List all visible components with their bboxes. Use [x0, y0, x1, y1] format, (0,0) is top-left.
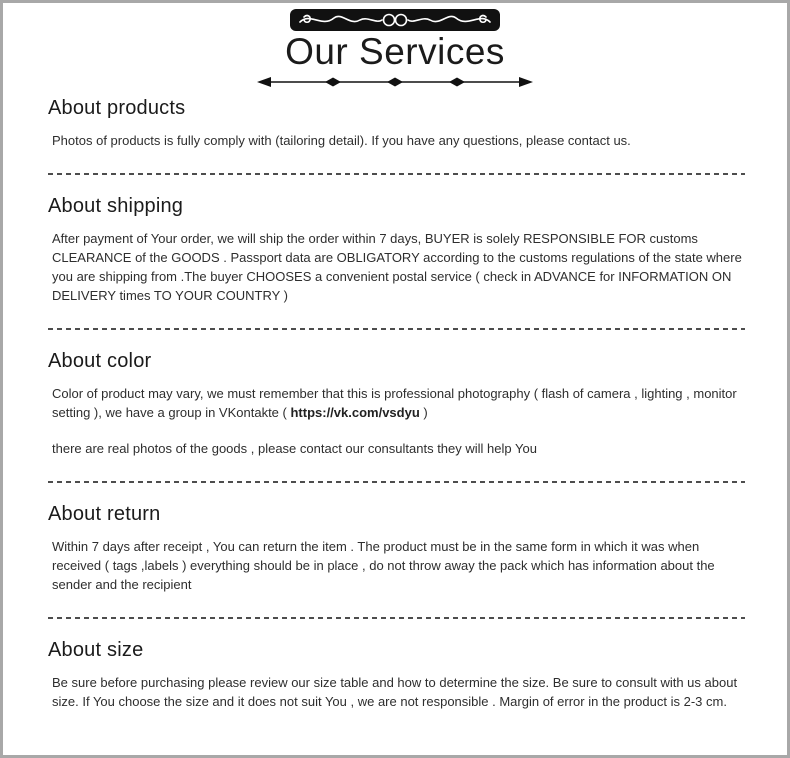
header-ornament — [290, 8, 500, 32]
section-body-return: Within 7 days after receipt , You can return the item . The product must be in the same form in which it was when received ( tags ,labels ) everything should be in place , do not throw away the pack which has information about the sender and the recipient — [52, 539, 715, 592]
section-body-products: Photos of products is fully comply with (tailoring detail). If you have any questions, please contact us. — [52, 133, 631, 148]
services-content — [3, 97, 787, 711]
section-body-shipping: After payment of Your order, we will ship the order within 7 days, BUYER is solely RESPONSIBLE FOR customs CLEARANCE of the GOODS . Passport data are OBLIGATORY according to the customs regulations of the state where you are shipping from .The buyer CHOOSES a convenient postal service ( check in ADVANCE for INFORMATION ON DELIVERY times TO YOUR COUNTRY ) — [52, 231, 742, 303]
section-body-size: Be sure before purchasing please review our size table and how to determine the size. Be sure to consult with us about size. If You choose the size and it does not suit You , we are not responsible . Margin of error in the product is 2-3 cm. — [52, 675, 738, 709]
color-body-text-end: ) — [419, 405, 428, 420]
dashed-divider — [48, 173, 745, 175]
section-heading-color: About color — [48, 350, 152, 372]
section-about-color — [48, 350, 745, 458]
diamond-divider-icon — [255, 75, 535, 89]
calligraphic-flourish-icon — [290, 8, 500, 32]
section-heading-return: About return — [48, 503, 161, 525]
section-about-shipping — [48, 195, 745, 305]
dashed-divider — [48, 617, 745, 619]
section-heading-shipping: About shipping — [48, 195, 184, 217]
section-heading-size: About size — [48, 639, 144, 661]
dashed-divider — [48, 481, 745, 483]
color-body-text: Color of product may vary, we must remember that this is professional photography ( flash of camera , lighting , monitor setting ), we have a group in VKontakte ( — [52, 386, 737, 420]
title-divider — [255, 75, 535, 89]
vk-link: https://vk.com/vsdyu — [290, 405, 420, 420]
page-title: Our Services — [285, 31, 505, 72]
section-about-products — [48, 97, 745, 150]
section-about-return — [48, 503, 745, 594]
dashed-divider — [48, 328, 745, 330]
section-body-color-2: there are real photos of the goods , please contact our consultants they will help You — [52, 441, 537, 456]
section-heading-products: About products — [48, 97, 186, 119]
section-about-size — [48, 639, 745, 711]
section-body-color — [52, 384, 745, 422]
